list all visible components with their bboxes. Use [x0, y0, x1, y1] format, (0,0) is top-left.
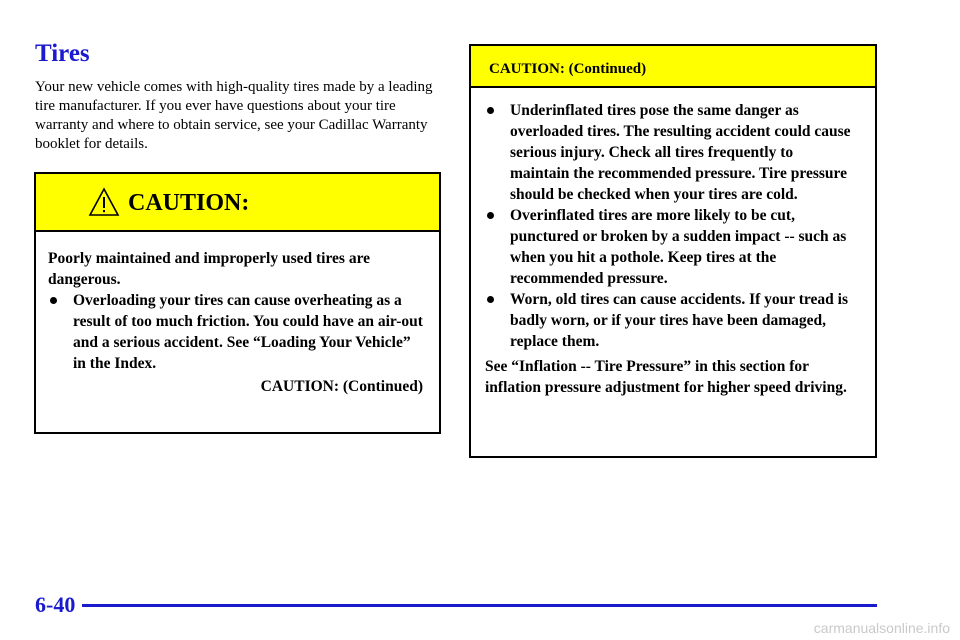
caution-bullet-text: Worn, old tires can cause accidents. If your tread is badly worn, or if your tires have been damaged, replace them. [510, 291, 848, 350]
caution-continued-body [471, 88, 875, 398]
bullet-dot-icon [487, 212, 494, 219]
caution-heading: CAUTION: [128, 190, 250, 216]
intro-paragraph: Your new vehicle comes with high-quality tires made by a leading tire manufacturer. If you ever have questions about your tire warranty and where to obtain service, see your Cadillac Warranty booklet for details. [35, 79, 433, 152]
bullet-dot-icon [50, 297, 57, 304]
warning-triangle-icon [88, 186, 120, 218]
caution-continued-header-bar [471, 46, 875, 88]
page-title: Tires [35, 40, 90, 67]
caution-bullet [485, 205, 855, 289]
caution-continued-heading: CAUTION: (Continued) [489, 61, 647, 77]
caution-box-right [469, 44, 877, 458]
watermark-text: carmanualsonline.info [813, 620, 950, 636]
caution-body [36, 232, 439, 397]
caution-bullet [48, 290, 423, 374]
footer-rule [82, 604, 877, 607]
caution-box-left [34, 172, 441, 434]
caution-bullet-text: Overloading your tires can cause overheating as a result of too much friction. You could have an air-out and a serious accident. See “Loading Your Vehicle” in the Index. [73, 292, 423, 372]
caution-lead-text: Poorly maintained and improperly used tires are dangerous. [48, 250, 371, 288]
caution-closing-text: See “Inflation -- Tire Pressure” in this section for inflation pressure adjustment for higher speed driving. [485, 358, 847, 396]
bullet-dot-icon [487, 107, 494, 114]
caution-continued-note: CAUTION: (Continued) [260, 378, 423, 395]
bullet-dot-icon [487, 296, 494, 303]
caution-bullet [485, 289, 855, 352]
caution-bullet [485, 100, 855, 205]
caution-bullet-text: Overinflated tires are more likely to be cut, punctured or broken by a sudden impact -- such as when you hit a pothole. Keep tires at the recommended pressure. [510, 207, 847, 287]
caution-bullet-text: Underinflated tires pose the same danger as overloaded tires. The resulting accident could cause serious injury. Check all tires frequently to maintain the recommended pressure. Tire pressure should be checked when your tires are cold. [510, 102, 851, 203]
caution-header-bar [36, 174, 439, 232]
page-number: 6-40 [35, 592, 76, 617]
